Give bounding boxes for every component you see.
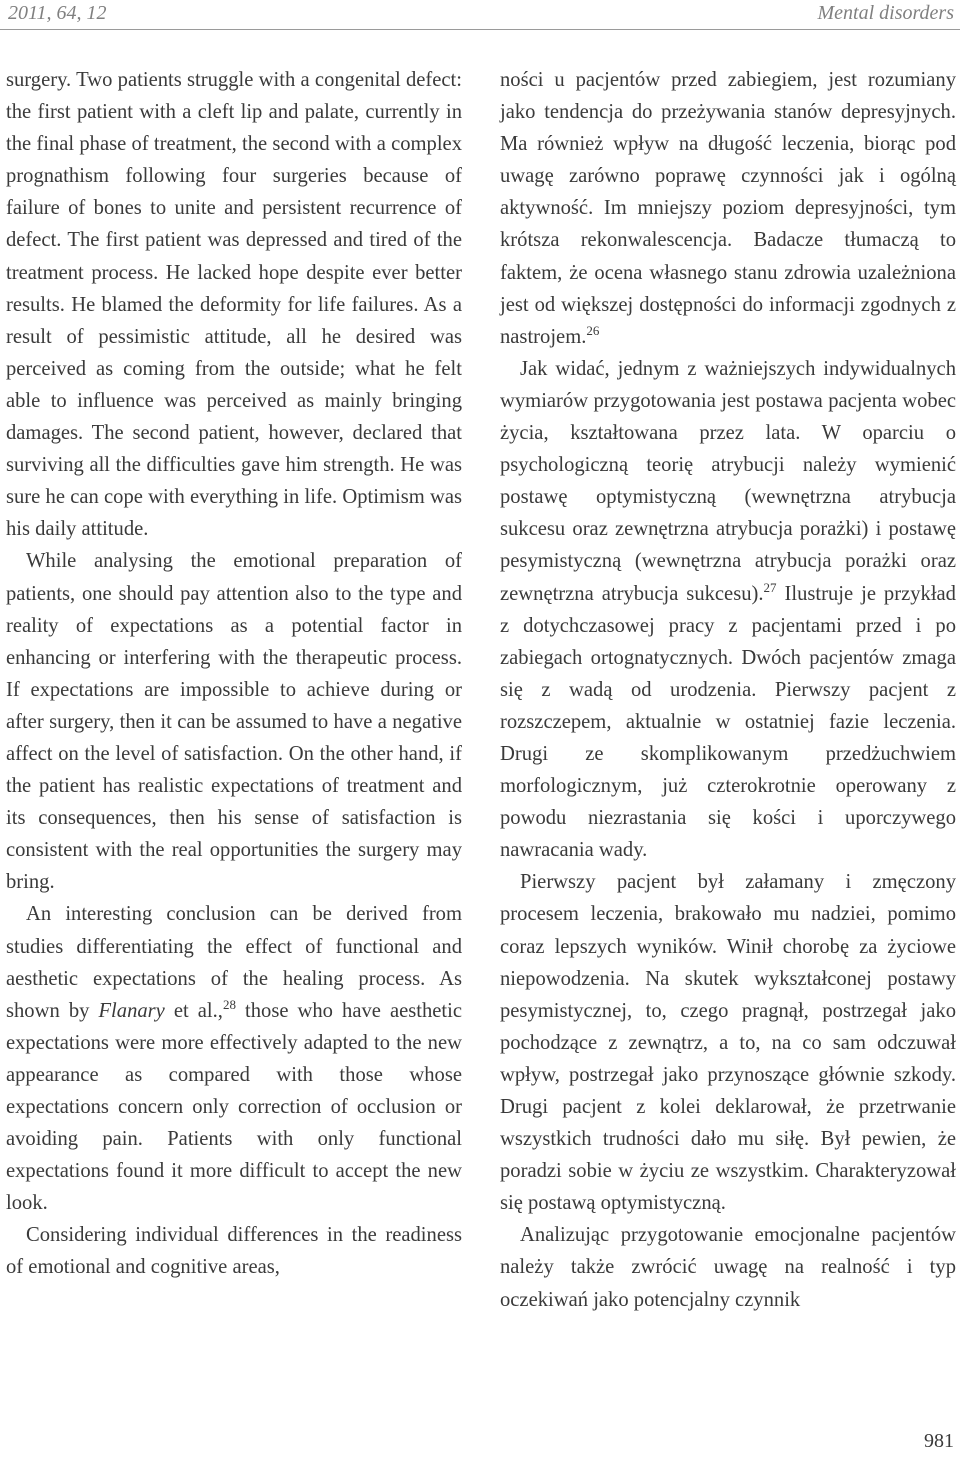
header-rule: [0, 29, 960, 30]
paragraph: While analysing the emotional preparation of patients, one should pay attention also to the type and reality of expectations as a potential factor in enhancing or interfering with the therapeutic process. If expectations are impossible to achieve during or after surgery, then it can be assumed to have a negative affect on the level of satisfaction. On the other hand, if the patient has realistic expectations of treatment and its consequences, then his sense of satisfaction is consistent with the real opportunities the surgery may bring.: [6, 550, 462, 894]
paragraph: surgery. Two patients struggle with a congenital defect: the first patient with a cleft lip and palate, currently in the final phase of treatment, the second with a complex prognathism following four surgeries because of failure of bones to unite and persistent recurrence of defect. The first patient was depressed and tired of the treatment process. He lacked hope despite ever better results. He blamed the deformity for life failures. As a result of pessimistic attitude, all he desired was perceived as coming from the outside; what he felt able to influence was perceived as mainly bringing damages. The second patient, however, declared that surviving all the difficulties gave him strength. He was sure he can cope with everything in life. Optimism was his daily attitude.: [6, 69, 462, 541]
paragraph: ności u pacjentów przed zabiegiem, jest rozumiany jako tendencja do przeżywania stanów depresyjnych. Ma również wpływ na długość leczenia, biorąc pod uwagę zarówno poprawę czynności jak i ogólną aktywność. Im mniejszy poziom depresyjności, tym krótsza rekonwalescencja. Badacze tłumaczą to faktem, że ocena własnego stanu zdrowia uzależniona jest od większej dostępności do informacji zgodnych z nastrojem.$^{26}$: [500, 69, 956, 348]
paragraph: Pierwszy pacjent był załamany i zmęczony procesem leczenia, brakowało mu nadziei, pomimo coraz lepszych wyników. Winił chorobę za życiowe niepowodzenia. Na skutek wykształconej postawy pesymistycznej, to, czego pragnął, postrzegał jako pochodzące z zewnątrz, a to, na co sam odczuwał wpływ, postrzegał jako przynoszące głównie szkody. Drugi pacjent z kolei deklarował, że przetrwanie wszystkich trudności dało mu siłę. Był pewien, że poradzi sobie w życiu ze wszystkim. Charakteryzował się postawą optymistyczną.: [500, 871, 956, 1215]
running-header: [0, 0, 960, 28]
journal-citation: 2011, 64, 12: [8, 2, 107, 24]
reference-superscript: 28: [222, 996, 236, 1012]
reference-superscript: 27: [763, 579, 777, 595]
paragraph: An interesting conclusion can be derived from studies differentiating the effect of functional and aesthetic expectations of the healing process. As shown by Flanary et al.,$^{28}$ those who have aesthetic expectations were more effectively adapted to the new appearance as compared with those whose expectations concern only correction of occlusion or avoiding pain. Patients with only functional expectations found it more difficult to accept the new look.: [6, 903, 462, 1215]
reference-superscript: 26: [586, 322, 600, 338]
right-column: [500, 64, 956, 1316]
left-column: [6, 64, 462, 1284]
section-title: Mental disorders: [817, 2, 954, 24]
page-number: 981: [924, 1430, 954, 1452]
paragraph: Jak widać, jednym z ważniejszych indywidualnych wymiarów przygotowania jest postawa pacjenta wobec życia, kształtowana przez lata. W oparciu o psychologiczną teorię atrybucji należy wymienić postawę optymistyczną (wewnętrzna atrybucja sukcesu oraz zewnętrzna atrybucja porażki) i postawę pesymistyczną (wewnętrzna atrybucja porażki oraz zewnętrzna atrybucja sukcesu).$^{27}$ Ilustruje je przykład z dotychczasowej pracy z pacjentami przed i po zabiegach ortognatycznych. Dwóch pacjentów zmaga się z wadą od urodzenia. Pierwszy pacjent z rozszczepem, aktualnie w ostatniej fazie leczenia. Drugi ze skomplikowanym przedżuchwiem morfologicznym, już czterokrotnie operowany z powodu niezrastania się kości i uporczywego nawracania wady.: [500, 357, 956, 862]
author-name: Flanary: [98, 999, 165, 1022]
paragraph: Considering individual differences in the readiness of emotional and cognitive areas,: [6, 1224, 462, 1279]
paragraph: Analizując przygotowanie emocjonalne pacjentów należy także zwrócić uwagę na realność i typ oczekiwań jako potencjalny czynnik: [500, 1224, 956, 1311]
